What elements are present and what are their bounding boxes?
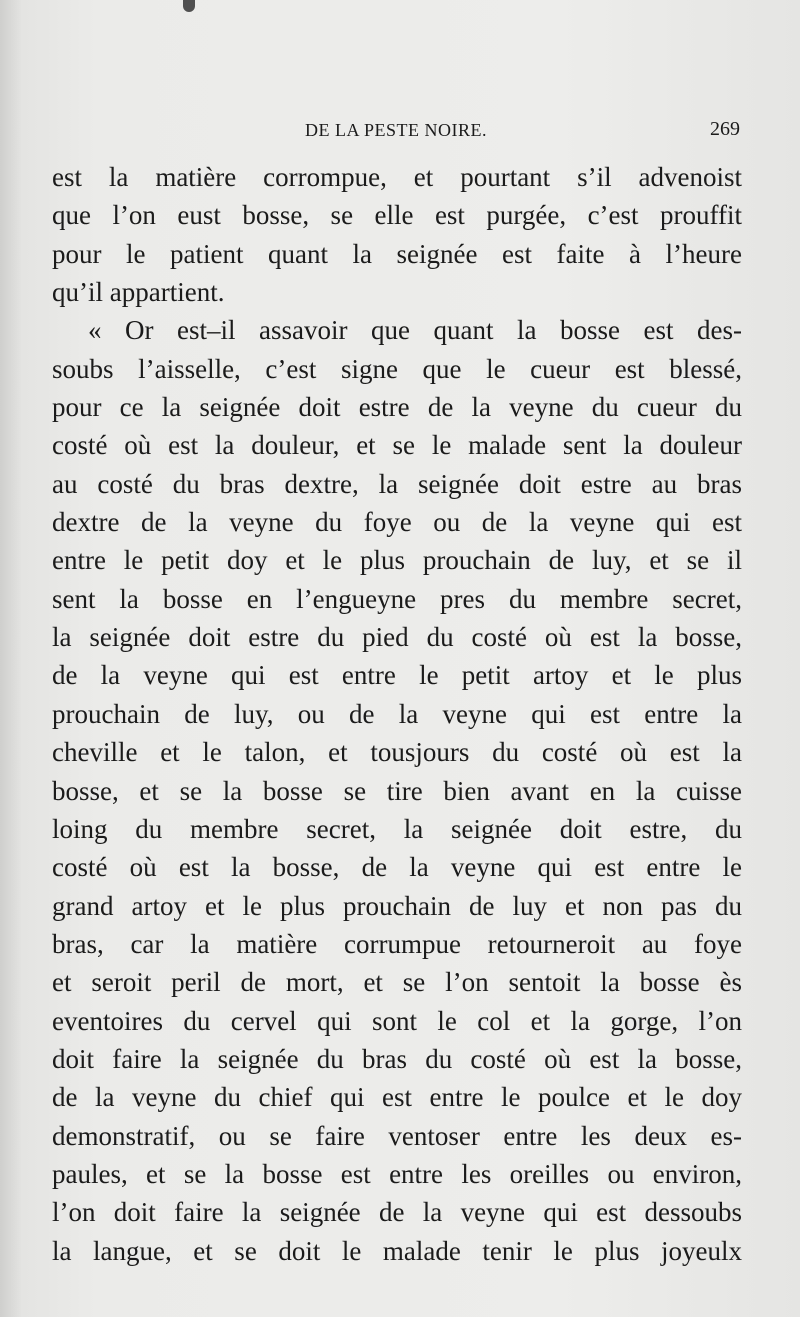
- text-line: « Or est–il assavoir que quant la bosse est des-: [88, 315, 742, 346]
- page-header: [52, 116, 740, 146]
- text-line: la seignée doit estre du pied du costé où est la bosse,: [52, 622, 742, 653]
- text-line: sent la bosse en l’engueyne pres du membre secret,: [52, 583, 742, 614]
- text-line: pour ce la seignée doit estre de la veyne du cueur du: [52, 392, 742, 423]
- text-line: paules, et se la bosse est entre les oreilles ou environ,: [52, 1158, 742, 1189]
- text-line: de la veyne du chief qui est entre le poulce et le doy: [52, 1082, 742, 1113]
- text-line: costé où est la bosse, de la veyne qui est entre le: [52, 852, 742, 883]
- binding-shadow: [0, 0, 22, 1317]
- scan-mark: [183, 0, 195, 12]
- text-line: au costé du bras dextre, la seignée doit estre au bras: [52, 468, 742, 499]
- text-line: de la veyne qui est entre le petit artoy et le plus: [52, 660, 742, 691]
- text-line: loing du membre secret, la seignée doit estre, du: [52, 813, 742, 844]
- text-line: cheville et le talon, et tousjours du costé où est la: [52, 737, 742, 768]
- text-line: et seroit peril de mort, et se l’on sentoit la bosse ès: [52, 967, 742, 998]
- text-line: demonstratif, ou se faire ventoser entre les deux es-: [52, 1120, 742, 1151]
- text-line: bosse, et se la bosse se tire bien avant en la cuisse: [52, 775, 742, 806]
- text-line: prouchain de luy, ou de la veyne qui est entre la: [52, 698, 742, 729]
- page-number: 269: [710, 118, 740, 140]
- text-line: est la matière corrompue, et pourtant s’il advenoist: [52, 162, 742, 192]
- text-line: doit faire la seignée du bras du costé où est la bosse,: [52, 1043, 742, 1074]
- text-line: pour le patient quant la seignée est faite à l’heure: [52, 238, 742, 269]
- text-line: costé où est la douleur, et se le malade sent la douleur: [52, 430, 742, 461]
- running-title: DE LA PESTE NOIRE.: [305, 120, 487, 140]
- body-text: [52, 158, 742, 1270]
- text-line: entre le petit doy et le plus prouchain de luy, et se il: [52, 545, 742, 576]
- text-line: qu’il appartient.: [52, 277, 225, 308]
- text-line: que l’on eust bosse, se elle est purgée, c’est prouffit: [52, 200, 742, 231]
- text-line: soubs l’aisselle, c’est signe que le cueur est blessé,: [52, 353, 742, 384]
- text-line: grand artoy et le plus prouchain de luy et non pas du: [52, 890, 742, 921]
- text-line: dextre de la veyne du foye ou de la veyne qui est: [52, 507, 742, 538]
- text-line: bras, car la matière corrumpue retourneroit au foye: [52, 928, 742, 959]
- text-line: la langue, et se doit le malade tenir le plus joyeulx: [52, 1235, 742, 1266]
- text-line: l’on doit faire la seignée de la veyne qui est dessoubs: [52, 1197, 742, 1228]
- text-line: eventoires du cervel qui sont le col et la gorge, l’on: [52, 1005, 742, 1036]
